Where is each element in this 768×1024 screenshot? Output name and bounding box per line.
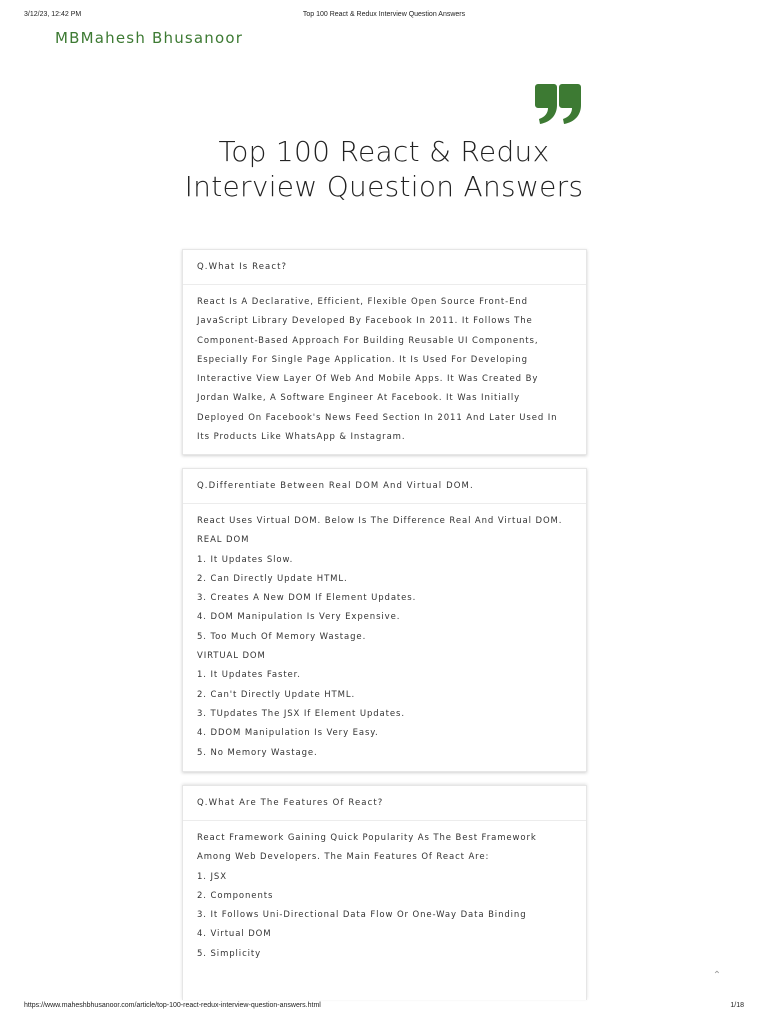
chevron-up-icon[interactable]: ⌃ (712, 970, 722, 981)
question-header[interactable]: Q.What Is React? (183, 250, 586, 285)
answer-line: 4. DDOM Manipulation Is Very Easy. (197, 728, 379, 739)
page-title (150, 134, 618, 204)
answer-line: 3. TUpdates The JSX If Element Updates. (197, 708, 405, 719)
print-page-number: 1/18 (730, 1002, 744, 1009)
answer-line: Interactive View Layer Of Web And Mobile Apps. It Was Created By (197, 374, 539, 385)
answer-line: Deployed On Facebook's News Feed Section In 2011 And Later Used In (197, 412, 558, 423)
page-title-line-1: Top 100 React & Redux (218, 135, 550, 168)
answer-line: 5. Simplicity (197, 948, 262, 959)
answer-line: REAL DOM (197, 535, 250, 546)
qa-card (182, 468, 587, 772)
answer-line: Component-Based Approach For Building Reusable UI Components, (197, 335, 539, 346)
answer-line: 3. Creates A New DOM If Element Updates. (197, 593, 417, 604)
quote-icon (535, 84, 581, 124)
answer-line: VIRTUAL DOM (197, 651, 266, 662)
qa-card (182, 785, 587, 1000)
answer-line: 2. Components (197, 890, 274, 901)
answer-line: 4. Virtual DOM (197, 929, 272, 940)
answer-line: 2. Can Directly Update HTML. (197, 573, 348, 584)
answer-body (183, 285, 586, 453)
answer-line: Its Products Like WhatsApp & Instagram. (197, 432, 406, 443)
question-header[interactable]: Q.Differentiate Between Real DOM And Virtual DOM. (183, 469, 586, 504)
answer-line: Among Web Developers. The Main Features Of React Are: (197, 852, 490, 863)
answer-line: 1. JSX (197, 871, 227, 882)
answer-line: 2. Can't Directly Update HTML. (197, 689, 356, 700)
answer-body (183, 504, 586, 769)
question-header[interactable]: Q.What Are The Features Of React? (183, 786, 586, 821)
answer-line: 1. It Updates Slow. (197, 554, 294, 565)
answer-line: 3. It Follows Uni-Directional Data Flow Or One-Way Data Binding (197, 910, 527, 921)
answer-line: Especially For Single Page Application. It Is Used For Developing (197, 354, 528, 365)
page-title-line-2: Interview Question Answers (184, 170, 584, 203)
answer-line: React Uses Virtual DOM. Below Is The Difference Real And Virtual DOM. (197, 516, 563, 526)
answer-line: 4. DOM Manipulation Is Very Expensive. (197, 612, 401, 623)
site-logo[interactable] (55, 29, 243, 47)
answer-line: React Is A Declarative, Efficient, Flexible Open Source Front-End (197, 297, 528, 307)
answer-line: 5. No Memory Wastage. (197, 747, 318, 758)
print-document-title: Top 100 React & Redux Interview Question Answers (302, 11, 466, 18)
answer-line: JavaScript Library Developed By Facebook In 2011. It Follows The (197, 316, 533, 327)
print-footer (24, 1002, 744, 1012)
answer-line: 1. It Updates Faster. (197, 670, 301, 681)
qa-card (182, 249, 587, 455)
print-header (24, 11, 744, 21)
answer-body (183, 821, 586, 970)
answer-line: React Framework Gaining Quick Popularity As The Best Framework (197, 833, 537, 843)
logo-name: Mahesh Bhusanoor (80, 29, 244, 47)
logo-mark: MB (55, 29, 81, 47)
print-url: https://www.maheshbhusanoor.com/article/top-100-react-redux-interview-question-answers.html (24, 1002, 321, 1009)
answer-line: Jordan Walke, A Software Engineer At Facebook. It Was Initially (197, 393, 521, 404)
answer-line: 5. Too Much Of Memory Wastage. (197, 631, 367, 642)
print-datetime: 3/12/23, 12:42 PM (24, 11, 82, 18)
